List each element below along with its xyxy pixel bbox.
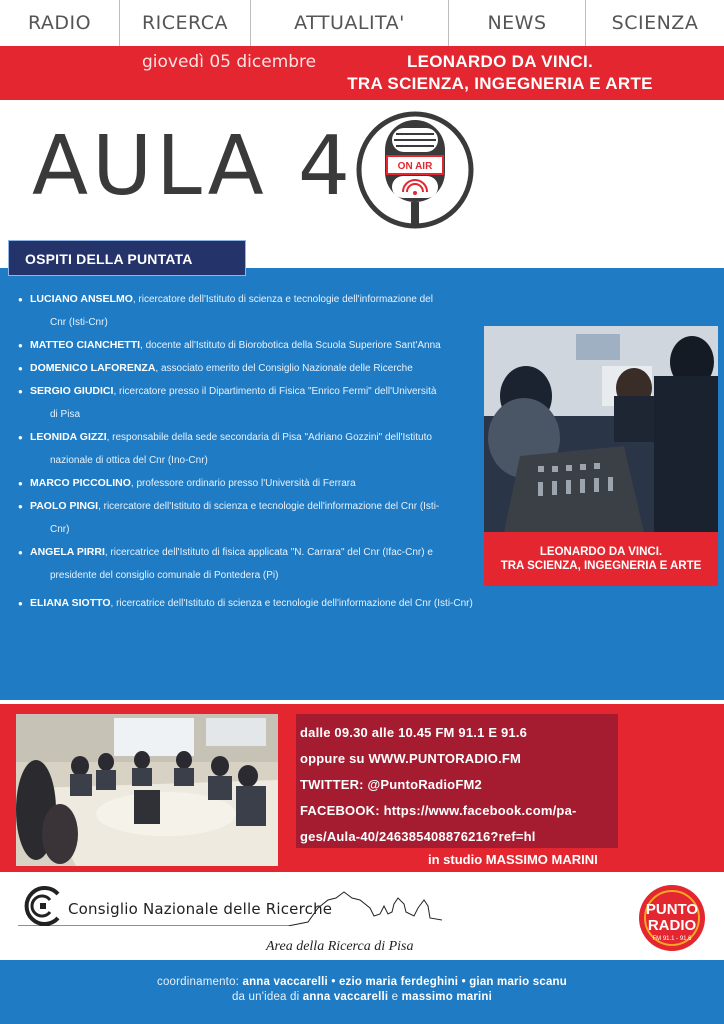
photo-caption-line1: LEONARDO DA VINCI. bbox=[539, 546, 663, 558]
footer-coordination bbox=[0, 976, 724, 988]
logo-wordmark: AULA 4 bbox=[32, 119, 355, 214]
guest-name: MARCO PICCOLINO bbox=[30, 477, 131, 489]
radio-logo-top: PUNTO bbox=[645, 901, 699, 918]
radio-studio-photo-art bbox=[484, 326, 718, 532]
guest-role: , ricercatore dell'Istituto di scienza e tecnologie dell'informazione del Cnr (Isti- bbox=[98, 501, 440, 512]
broadcast-schedule: dalle 09.30 alle 10.45 FM 91.1 E 91.6 bbox=[300, 725, 528, 740]
footer-coordinators: anna vaccarelli • ezio maria ferdeghini • gian mario scanu bbox=[242, 976, 567, 988]
guest-name: ELIANA SIOTTO bbox=[30, 597, 111, 609]
punto-radio-logo bbox=[636, 882, 708, 954]
list-item bbox=[18, 334, 478, 357]
facebook-link-cont[interactable]: ges/Aula-40/246385408876216?ref=hl bbox=[300, 829, 536, 844]
nav-item-radio[interactable]: RADIO bbox=[0, 0, 120, 46]
guest-name: DOMENICO LAFORENZA bbox=[30, 362, 156, 374]
radio-logo-freq: FM 91.1 - 91.6 bbox=[652, 936, 692, 942]
episode-title-line2: TRA SCIENZA, INGEGNERIA E ARTE bbox=[347, 74, 653, 93]
footer-idea-sep: e bbox=[388, 991, 402, 1003]
guest-role: , ricercatrice dell'Istituto di fisica applicata "N. Carrara" del Cnr (Ifac-Cnr) e bbox=[104, 547, 433, 558]
cnr-logo-icon bbox=[20, 886, 64, 926]
nav-item-ricerca[interactable]: RICERCA bbox=[120, 0, 251, 46]
guest-role-cont: di Pisa bbox=[50, 409, 81, 420]
photo-caption-line2: TRA SCIENZA, INGEGNERIA E ARTE bbox=[500, 560, 702, 572]
guest-role: , docente all'Istituto di Biorobotica della Scuola Superiore Sant'Anna bbox=[140, 340, 441, 351]
guest-role: , professore ordinario presso l'Università di Ferrara bbox=[130, 478, 356, 489]
guest-list bbox=[18, 288, 478, 587]
episode-title-line1: LEONARDO DA VINCI. bbox=[406, 52, 594, 71]
radio-logo-bottom: RADIO bbox=[647, 917, 697, 934]
footer-idea-name2: massimo marini bbox=[401, 991, 493, 1003]
episode-banner bbox=[0, 46, 724, 100]
guest-role: , associato emerito del Consiglio Nazionale delle Ricerche bbox=[155, 363, 413, 374]
guest-name: PAOLO PINGI bbox=[30, 500, 99, 512]
area-ricerca-pisa: Area della Ricerca di Pisa bbox=[266, 939, 414, 954]
on-air-badge: ON AIR bbox=[397, 161, 433, 172]
list-item bbox=[18, 288, 478, 334]
footer-coordination-label: coordinamento: bbox=[157, 976, 243, 988]
guest-name: LUCIANO ANSELMO bbox=[30, 293, 133, 305]
episode-title bbox=[320, 51, 680, 95]
footer-idea-label: da un'idea di bbox=[231, 991, 303, 1003]
list-item bbox=[18, 495, 478, 541]
nav-item-news[interactable]: NEWS bbox=[449, 0, 586, 46]
microphone-icon bbox=[352, 106, 478, 238]
list-item bbox=[18, 472, 478, 495]
nav-item-attualita[interactable]: ATTUALITA' bbox=[251, 0, 449, 46]
episode-photo-card bbox=[484, 326, 718, 586]
footer-idea-name1: anna vaccarelli bbox=[302, 991, 389, 1003]
website-link[interactable]: oppure su WWW.PUNTORADIO.FM bbox=[300, 751, 522, 766]
twitter-link[interactable]: TWITTER: @PuntoRadioFM2 bbox=[300, 777, 482, 792]
guest-name: LEONIDA GIZZI bbox=[30, 431, 107, 443]
guest-role: , ricercatore presso il Dipartimento di Fisica "Enrico Fermi" dell'Università bbox=[113, 386, 437, 397]
guest-role-cont: Cnr) bbox=[50, 524, 70, 535]
studio-host: in studio MASSIMO MARINI bbox=[428, 852, 598, 867]
guest-role-cont: presidente del consiglio comunale di Pontedera (Pi) bbox=[50, 570, 279, 581]
list-item bbox=[18, 541, 478, 587]
list-item bbox=[18, 357, 478, 380]
episode-date: giovedì 05 dicembre bbox=[142, 52, 317, 72]
aula40-logo bbox=[0, 100, 724, 240]
guest-role: , responsabile della sede secondaria di Pisa "Adriano Gozzini" dell'Istituto bbox=[106, 432, 432, 443]
cnr-name: Consiglio Nazionale delle Ricerche bbox=[68, 900, 333, 918]
guest-name: SERGIO GIUDICI bbox=[30, 385, 114, 397]
guest-list-last bbox=[18, 592, 618, 615]
guest-role: , ricercatore dell'Istituto di scienza e tecnologie dell'informazione del bbox=[132, 294, 433, 305]
radio-studio-photo bbox=[484, 326, 718, 532]
facebook-link[interactable]: FACEBOOK: https://www.facebook.com/pa- bbox=[300, 803, 577, 818]
guest-name: ANGELA PIRRI bbox=[30, 546, 105, 558]
studio-meeting-photo bbox=[16, 714, 278, 866]
guest-role-cont: Cnr (Isti-Cnr) bbox=[50, 317, 108, 328]
photo-caption bbox=[484, 532, 718, 586]
guest-role-cont: nazionale di ottica del Cnr (Ino-Cnr) bbox=[50, 455, 208, 466]
list-item bbox=[18, 592, 618, 615]
list-item bbox=[18, 426, 478, 472]
studio-meeting-photo-art bbox=[16, 714, 278, 866]
sponsor-area bbox=[0, 872, 724, 960]
list-item bbox=[18, 380, 478, 426]
guest-name: MATTEO CIANCHETTI bbox=[30, 339, 141, 351]
nav-item-scienza[interactable]: SCIENZA bbox=[611, 12, 699, 34]
guests-heading: OSPITI DELLA PUNTATA bbox=[8, 240, 246, 276]
broadcast-info-band bbox=[0, 704, 724, 872]
top-nav bbox=[0, 0, 724, 46]
footer bbox=[0, 960, 724, 1024]
guest-role: , ricercatrice dell'Istituto di scienza e tecnologie dell'informazione del Cnr (Isti-Cnr) bbox=[110, 598, 473, 609]
broadcast-info-box bbox=[296, 714, 618, 848]
footer-idea bbox=[0, 991, 724, 1003]
